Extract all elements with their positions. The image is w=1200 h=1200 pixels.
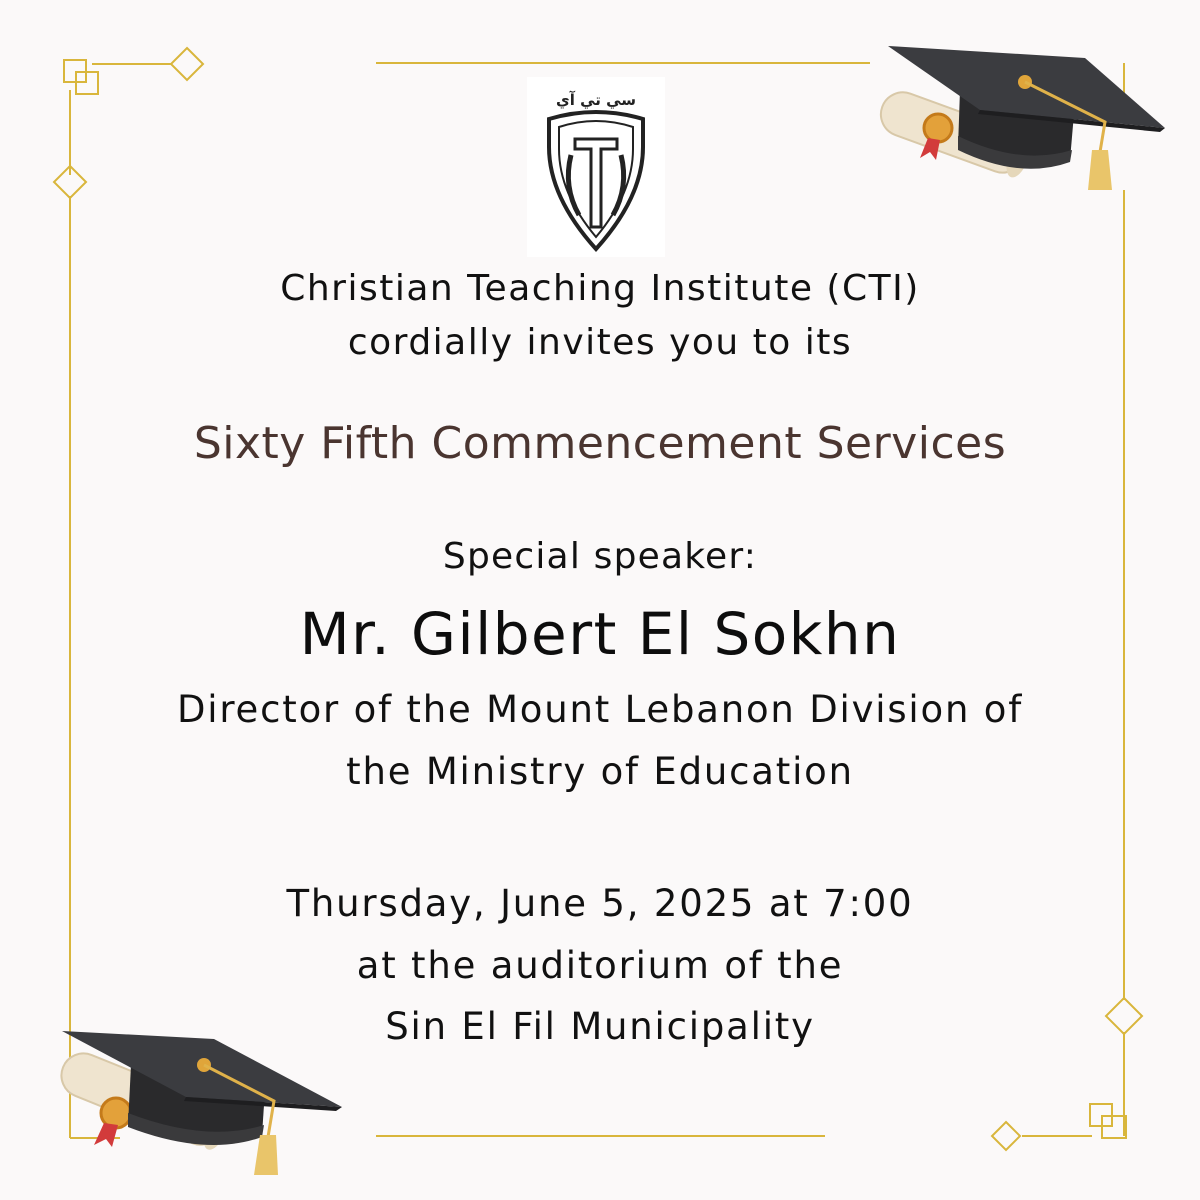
event-datetime: Thursday, June 5, 2025 at 7:00 [286, 882, 914, 925]
venue-line-1: at the auditorium of the [356, 944, 844, 987]
event-title: Sixty Fifth Commencement Services [193, 418, 1007, 469]
institute-line: Christian Teaching Institute (CTI) [280, 268, 920, 309]
speaker-label: Special speaker: [442, 536, 758, 577]
venue-line-2: Sin El Fil Municipality [385, 1005, 815, 1048]
graduation-cap-icon [860, 40, 1170, 200]
speaker-title-line-1: Director of the Mount Lebanon Division of [176, 688, 1024, 731]
cti-logo [527, 77, 665, 257]
speaker-name: Mr. Gilbert El Sokhn [299, 600, 901, 668]
speaker-title-line-2: the Ministry of Education [346, 750, 854, 793]
graduation-cap-icon [36, 1025, 346, 1185]
logo-arabic-text: سي تي آي [555, 91, 637, 109]
invite-line: cordially invites you to its [347, 322, 853, 363]
